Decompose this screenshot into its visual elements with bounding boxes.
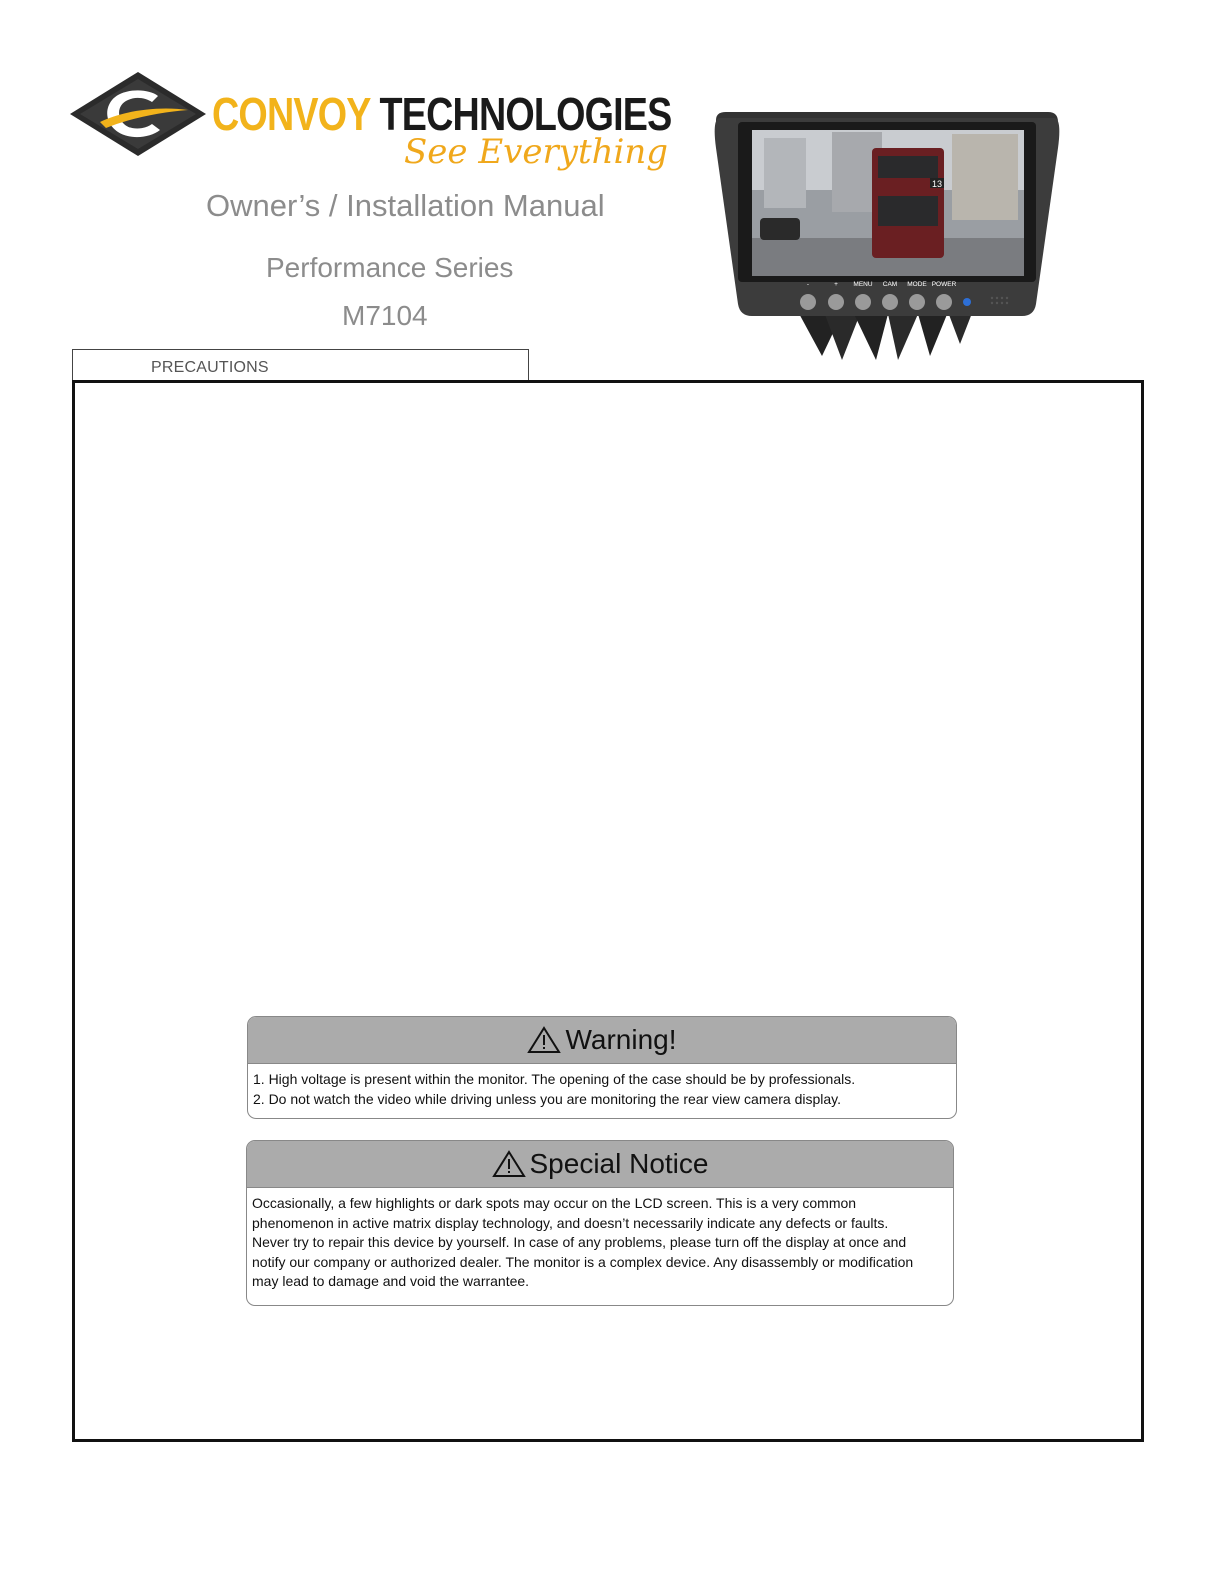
special-notice-box [246,1140,954,1306]
brand-tagline: See Everything [404,132,669,172]
button-label-power: POWER [931,281,957,288]
button-label-plus: + [834,281,838,288]
special-notice-line: phenomenon in active matrix display technology, and doesn’t necessarily indicate any defects or faults. [252,1214,889,1231]
special-notice-header [247,1141,953,1188]
series-name: Performance Series [266,252,514,283]
warning-line: 1. High voltage is present within the monitor. The opening of the case should be by professionals. [253,1071,856,1087]
warning-header [248,1017,956,1064]
warning-title: Warning! [565,1024,677,1055]
section-tab [72,349,529,383]
special-notice-body [247,1188,953,1298]
section-tab-label: PRECAUTIONS [151,359,269,376]
button-label-menu: MENU [853,281,873,288]
bus-number: 13 [932,179,943,189]
warning-triangle-icon [492,1150,526,1178]
button-label-cam: CAM [882,281,898,288]
special-notice-line: Occasionally, a few highlights or dark spots may occur on the LCD screen. This is a very common [252,1195,857,1211]
warning-box [247,1016,957,1119]
warning-triangle-icon [527,1026,561,1054]
convoy-logo-icon [70,70,206,158]
special-notice-line: Never try to repair this device by yourself. In case of any problems, please turn off the display at once and [252,1234,907,1250]
monitor-product-image [712,108,1062,360]
warning-line: 2. Do not watch the video while driving unless you are monitoring the rear view camera display. [253,1090,842,1107]
special-notice-line: may lead to damage and void the warrantee. [252,1273,530,1289]
button-label-minus: - [806,281,810,288]
warning-body [248,1064,956,1115]
manual-title: Owner’s / Installation Manual [206,188,605,223]
special-notice-line: notify our company or authorized dealer. The monitor is a complex device. Any disassembly or modification [252,1253,914,1270]
brand-word-technologies: TECHNOLOGIES [379,88,672,140]
special-notice-title: Special Notice [529,1148,709,1179]
button-label-mode: MODE [907,281,927,288]
model-number: M7104 [342,300,428,331]
brand-word-convoy: CONVOY [212,88,370,140]
